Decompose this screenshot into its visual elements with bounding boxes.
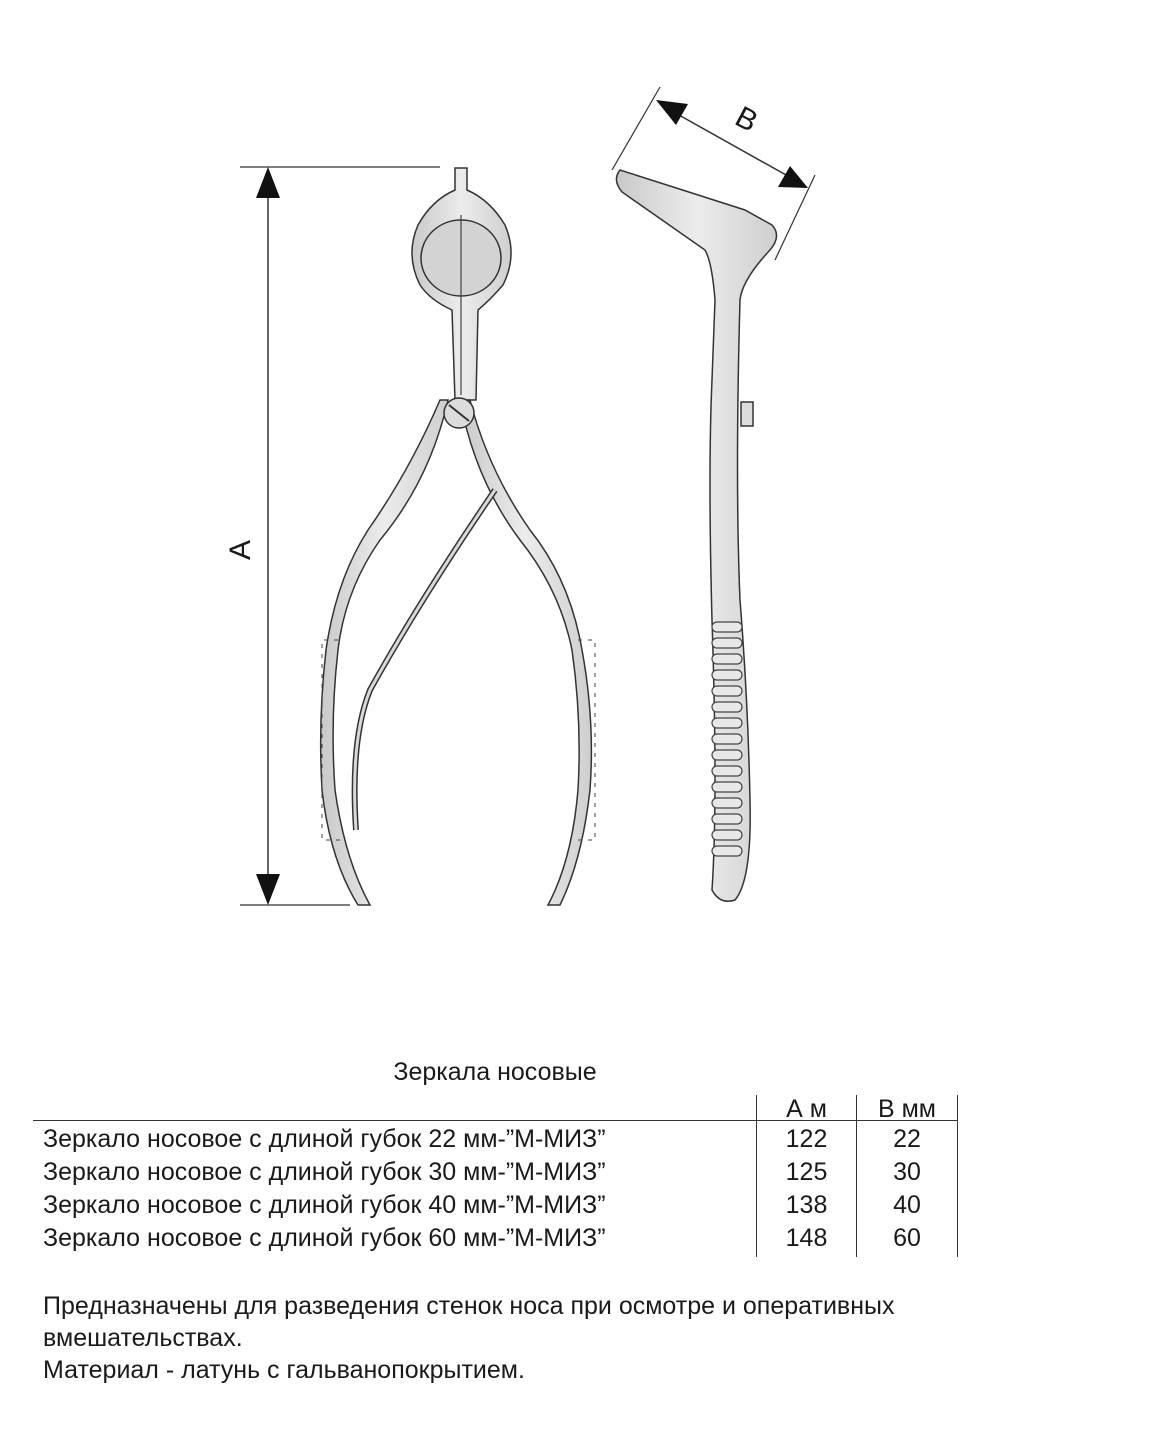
speculum-side-view (616, 170, 776, 901)
row-a: 122 (785, 1125, 828, 1153)
speculum-front-view (321, 168, 595, 905)
header-a: А м (786, 1095, 827, 1123)
row-name: Зеркало носовое с длиной губок 22 мм-”М-МИЗ” (43, 1125, 606, 1153)
description-line: Материал - латунь с гальванопокрытием. (43, 1356, 525, 1384)
header-b: В мм (878, 1095, 936, 1123)
row-b: 30 (893, 1158, 921, 1186)
arrow-down-icon (256, 874, 280, 905)
description-line: Предназначены для разведения стенок носа при осмотре и оперативных (43, 1292, 895, 1320)
description (43, 1290, 1143, 1386)
row-a: 148 (785, 1224, 828, 1252)
row-a: 138 (785, 1191, 828, 1219)
row-name: Зеркало носовое с длиной губок 40 мм-”М-МИЗ” (43, 1191, 606, 1219)
row-b: 40 (893, 1191, 921, 1219)
column-divider (957, 1095, 958, 1257)
arrow-up-icon (256, 167, 280, 198)
description-line: вмешательствах. (43, 1324, 243, 1352)
dimension-b-label: B (729, 100, 764, 139)
arrow-left-icon (656, 100, 688, 125)
row-name: Зеркало носовое с длиной губок 30 мм-”М-МИЗ” (43, 1158, 606, 1186)
row-b: 60 (893, 1224, 921, 1252)
row-name: Зеркало носовое с длиной губок 60 мм-”М-МИЗ” (43, 1224, 606, 1252)
dimension-a-label: A (224, 539, 257, 561)
row-a: 125 (785, 1158, 828, 1186)
table-caption: Зеркала носовые (393, 1058, 597, 1086)
row-b: 22 (893, 1125, 921, 1153)
arrow-right-icon (778, 166, 808, 188)
grip-slots (712, 622, 742, 856)
